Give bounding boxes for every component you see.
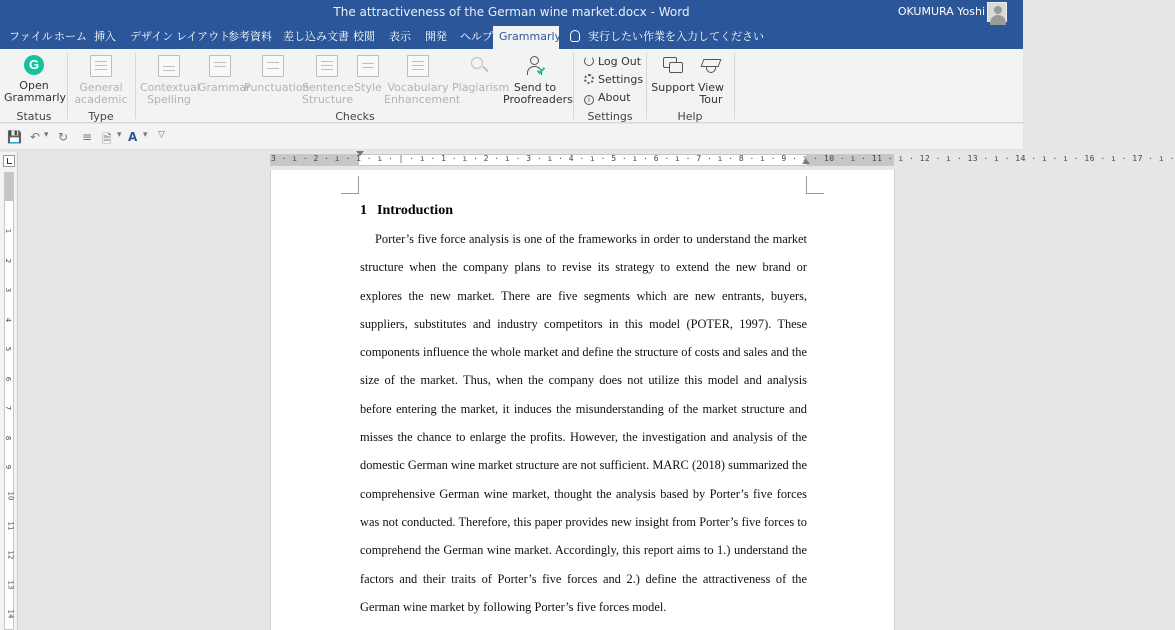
plagiarism-label: Plagiarism (452, 81, 510, 94)
tab-view[interactable]: 表示 (389, 30, 411, 43)
spelling-check-icon[interactable]: A (128, 130, 138, 144)
indent-marker-icon[interactable] (356, 151, 364, 156)
ruler-number: 9 (4, 464, 13, 470)
redo-icon[interactable]: ↻ (58, 130, 69, 144)
ruler-number: 10 (6, 491, 15, 501)
grammarly-ribbon (0, 49, 1023, 123)
tab-references[interactable]: 参考資料 (228, 30, 272, 43)
right-indent-marker-icon[interactable] (802, 159, 810, 164)
tab-mailings[interactable]: 差し込み文書 (283, 30, 349, 43)
tab-stop-selector-icon[interactable] (3, 155, 15, 167)
power-icon (584, 56, 594, 66)
magnifier-icon (468, 55, 490, 77)
log-out-button[interactable] (584, 55, 641, 68)
window-title: The attractiveness of the German wine market.docx - Word (333, 5, 690, 19)
horizontal-ruler[interactable] (270, 154, 1175, 166)
ruler-number: 14 (6, 609, 15, 619)
tab-design[interactable]: デザイン (130, 30, 174, 43)
tab-help[interactable]: ヘルプ (460, 30, 493, 43)
settings-button[interactable] (584, 73, 643, 86)
crop-mark (341, 176, 359, 194)
lightbulb-icon (570, 30, 580, 42)
view-tour-label: View Tour (697, 81, 725, 106)
group-label-checks: Checks (335, 110, 375, 123)
punctuation-button[interactable] (244, 53, 310, 94)
ruler-number: 4 (4, 317, 13, 323)
document-page[interactable] (270, 170, 895, 630)
heading-number: 1 (360, 203, 367, 218)
spelling-icon (158, 55, 180, 77)
ruler-number: 7 (4, 405, 13, 411)
ruler-number: 8 (4, 435, 13, 441)
punctuation-icon (262, 55, 284, 77)
send-to-proofreaders-button[interactable] (503, 53, 573, 106)
style-icon (357, 55, 379, 77)
new-document-icon[interactable]: 🗎 (102, 132, 112, 146)
undo-icon[interactable]: ↶ (30, 130, 41, 144)
ruler-number: 5 (4, 346, 13, 352)
settings-label: Settings (598, 73, 644, 86)
about-button[interactable] (584, 91, 631, 105)
customize-toolbar-icon[interactable]: ▽ (158, 130, 165, 140)
sentence-structure-label: Sentence Structure (302, 81, 354, 106)
group-label-help: Help (677, 110, 703, 123)
divider (734, 53, 735, 119)
title-bar (0, 0, 1023, 26)
view-tour-button[interactable] (696, 53, 726, 106)
group-label-settings: Settings (587, 110, 633, 123)
tab-layout[interactable]: レイアウト (176, 30, 231, 43)
tab-grammarly[interactable]: Grammarly (493, 26, 559, 49)
tab-review[interactable]: 校閲 (353, 30, 375, 43)
ruler-number: 11 (6, 521, 15, 531)
vocabulary-icon (407, 55, 429, 77)
grammar-label: Grammar (198, 81, 251, 94)
user-avatar-icon[interactable] (987, 2, 1007, 22)
section-heading[interactable] (360, 203, 453, 219)
divider (135, 53, 136, 119)
plagiarism-button[interactable] (452, 53, 510, 94)
sentence-structure-icon (316, 55, 338, 77)
paragraph-format-icon[interactable]: ≡ (82, 130, 93, 144)
vertical-ruler[interactable] (0, 152, 18, 630)
group-label-status: Status (16, 110, 52, 123)
general-academic-label: General academic (74, 81, 128, 106)
user-name[interactable]: OKUMURA Yoshi (897, 5, 985, 18)
undo-dropdown-icon[interactable]: ▾ (44, 130, 49, 140)
tab-developer[interactable]: 開発 (425, 30, 447, 43)
body-paragraph[interactable]: Porter’s five force analysis is one of the frameworks in order to understand the market structure when the company plans to revise its strategy to extend the new brand or explores the new market. There are five segments which are new entrants, buyers, suppliers, substitutes and industry competitors in this model (POTER, 1997). These components influence the whole market and define the structure of costs and sales and the size of the market. Thus, when the company does not utilize this model and analysis before entering the market, it induces the misunderstanding of the market structure and misses the chance to enlarge the profits. However, the investigation and analysis of the domestic German wine market structure are not sufficient. MARC (2018) summarized the comprehensive German wine market, thought the analysis based by Porter’s five forces was not conducted. Therefore, this paper provides new insight from Porter’s five forces to comprehend the German wine market. Accordingly, this report aims to 1.) understand the factors and their traits of Porter’s five forces and 2.) define the attractiveness of the German wine market by following Porter’s five forces model. (360, 232, 807, 614)
ruler-number: 6 (4, 376, 13, 382)
style-button[interactable] (352, 53, 384, 94)
tell-me-box[interactable] (570, 26, 764, 49)
chat-bubble-icon (662, 55, 684, 77)
support-button[interactable] (650, 53, 696, 94)
graduation-cap-icon (700, 55, 722, 77)
open-grammarly-button[interactable] (4, 53, 67, 104)
vocabulary-enhancement-button[interactable] (384, 53, 461, 106)
style-label: Style (354, 81, 382, 94)
tell-me-text: 実行したい作業を入力してください (588, 30, 764, 43)
ruler-number: 2 (4, 258, 13, 264)
tab-insert[interactable]: 挿入 (94, 30, 116, 43)
send-to-proofreaders-label: Send to Proofreaders (503, 81, 573, 106)
tab-file[interactable]: ファイル (9, 30, 53, 43)
group-label-type: Type (88, 110, 114, 123)
spelling-dropdown-icon[interactable]: ▾ (143, 130, 148, 140)
ruler-number: 13 (6, 580, 15, 590)
book-icon (90, 55, 112, 77)
crop-mark (806, 176, 824, 194)
ruler-number: 3 (4, 287, 13, 293)
quick-access-toolbar (0, 124, 1023, 150)
ruler-number: 1 (4, 228, 13, 234)
vocabulary-enhancement-label: Vocabulary Enhancement (384, 81, 461, 106)
contextual-spelling-button[interactable] (140, 53, 198, 106)
ribbon-tab-row (0, 26, 1023, 49)
sentence-structure-button[interactable] (302, 53, 352, 106)
log-out-label: Log Out (598, 55, 642, 68)
support-label: Support (651, 81, 695, 94)
grammarly-logo-icon: G (24, 55, 44, 75)
heading-text: Introduction (377, 203, 453, 218)
general-academic-dropdown[interactable] (70, 53, 132, 106)
ruler-number: 12 (6, 550, 15, 560)
tab-home[interactable]: ホーム (54, 30, 87, 43)
proofreader-person-icon (524, 55, 546, 77)
about-label: About (598, 91, 631, 104)
open-grammarly-label: Open Grammarly (4, 79, 67, 104)
grammar-button[interactable] (198, 53, 251, 94)
divider (646, 53, 647, 119)
gear-icon (584, 74, 594, 84)
ruler-numbers: 3 · ı · 2 · ı · 1 · ı · | · ı · 1 · ı · 2 · ı · 3 · ı · 4 · ı · 5 · ı · 6 · ı · 7 · ı · 8 · ı · 9 · ı · 10 · ı · 11 · ı · 12 · ı · 13 · ı · 14 · ı · ı · 16 · ı · 17 · ı · (271, 154, 1175, 163)
contextual-spelling-label: Contextual Spelling (140, 81, 200, 106)
divider (67, 53, 68, 119)
punctuation-label: Punctuation (244, 81, 310, 94)
info-icon: i (584, 95, 594, 105)
grammar-icon (209, 55, 231, 77)
save-icon[interactable]: 💾 (7, 130, 22, 144)
document-dropdown-icon[interactable]: ▾ (117, 130, 122, 140)
